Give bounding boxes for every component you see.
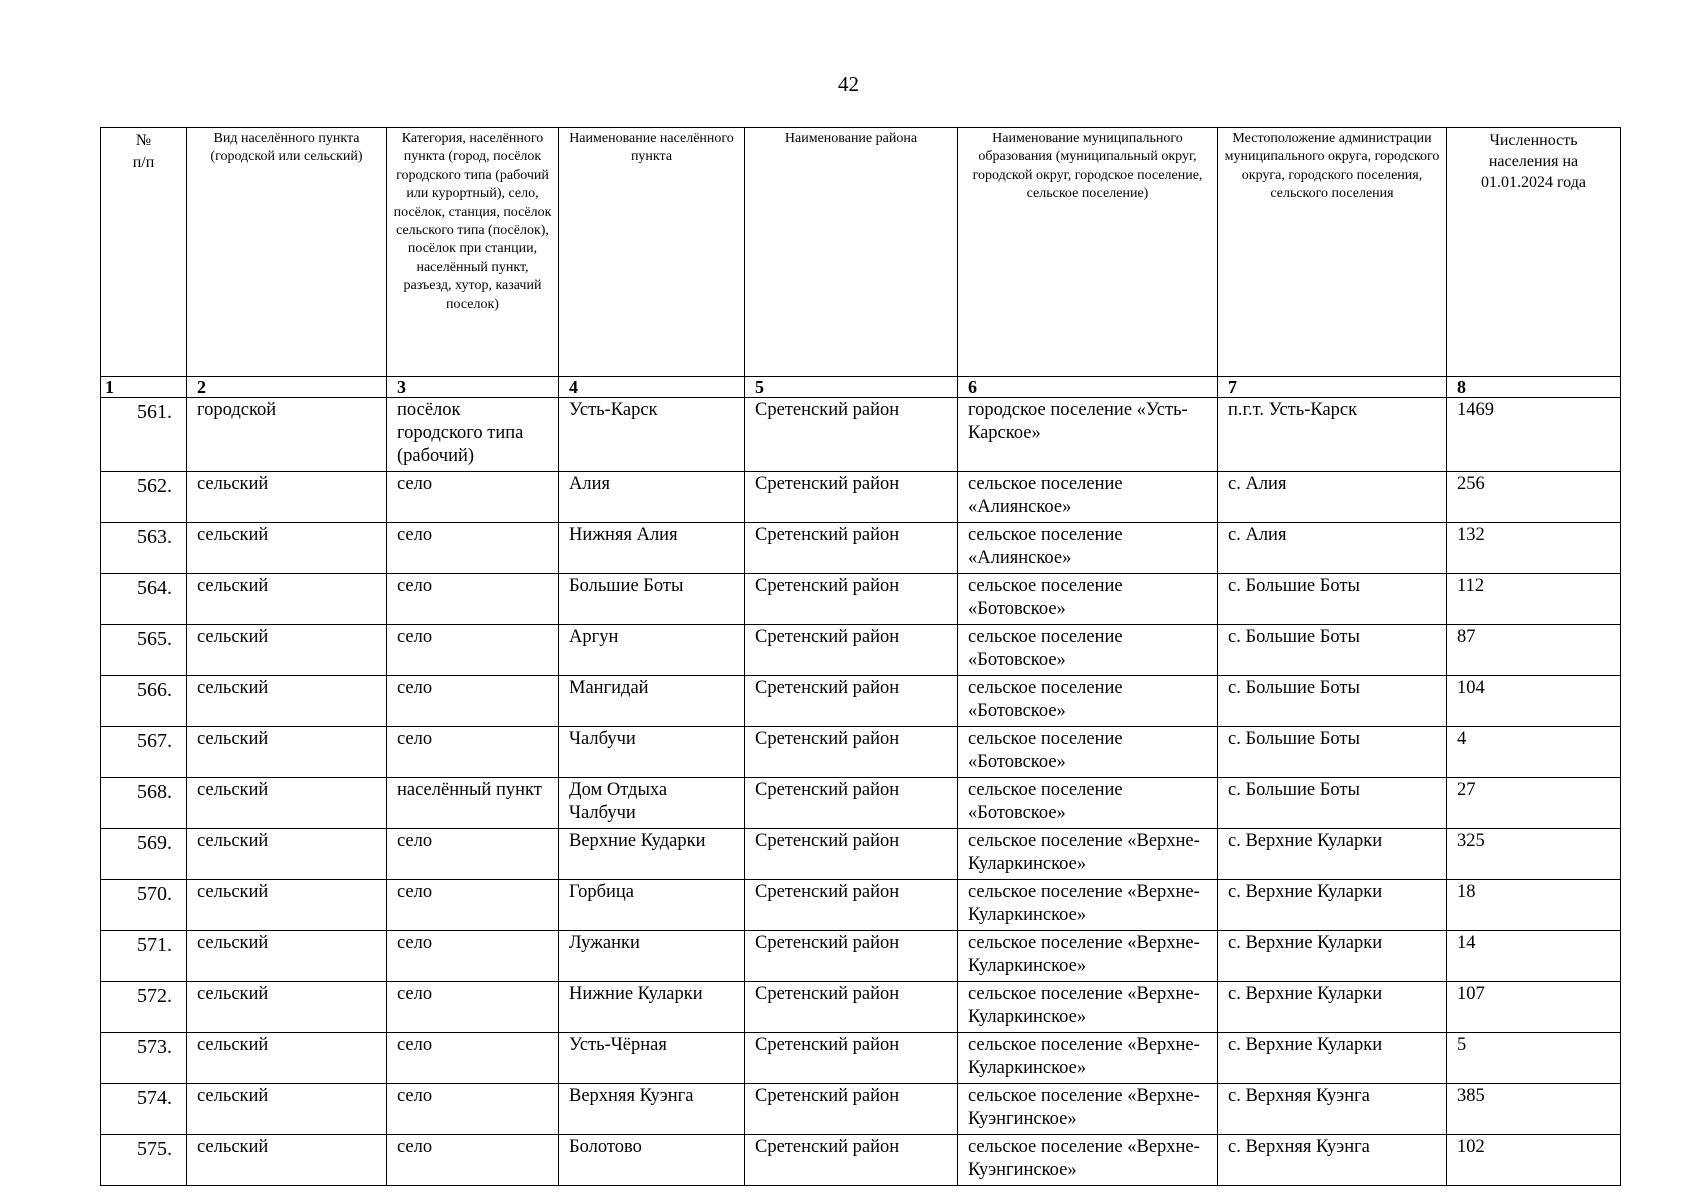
settlement-name: Большие Боты bbox=[559, 574, 745, 625]
settlement-category: село bbox=[387, 676, 559, 727]
row-number: 573. bbox=[101, 1033, 187, 1084]
settlement-type: сельский bbox=[187, 1084, 387, 1135]
settlement-type: сельский bbox=[187, 523, 387, 574]
settlement-category: населённый пункт bbox=[387, 778, 559, 829]
district-name: Сретенский район bbox=[745, 398, 958, 472]
table-row bbox=[101, 398, 1621, 472]
header-cell-5: Наименование района bbox=[745, 128, 958, 377]
row-number: 574. bbox=[101, 1084, 187, 1135]
row-number: 565. bbox=[101, 625, 187, 676]
settlement-type: сельский bbox=[187, 778, 387, 829]
settlement-category: село bbox=[387, 880, 559, 931]
table-row bbox=[101, 982, 1621, 1033]
header-cell-6: Наименование муниципального образования (муниципальный округ, городской округ, городское поселение, сельское поселение) bbox=[958, 128, 1218, 377]
table-row bbox=[101, 472, 1621, 523]
administration-location: с. Верхние Куларки bbox=[1218, 931, 1447, 982]
column-number: 7 bbox=[1218, 377, 1447, 398]
settlement-name: Лужанки bbox=[559, 931, 745, 982]
settlement-name: Нижняя Алия bbox=[559, 523, 745, 574]
settlement-type: сельский bbox=[187, 472, 387, 523]
district-name: Сретенский район bbox=[745, 523, 958, 574]
column-number: 5 bbox=[745, 377, 958, 398]
district-name: Сретенский район bbox=[745, 931, 958, 982]
settlement-category: село bbox=[387, 523, 559, 574]
table-row bbox=[101, 1135, 1621, 1186]
settlement-category: село bbox=[387, 472, 559, 523]
row-number: 567. bbox=[101, 727, 187, 778]
row-number: 561. bbox=[101, 398, 187, 472]
administration-location: с. Алия bbox=[1218, 523, 1447, 574]
header-cell-3: Категория, населённого пункта (город, посёлок городского типа (рабочий или курортный), село, посёлок, станция, посёлок сельского типа (посёлок), посёлок при станции, населённый пункт, разъезд, хутор, казачий поселок) bbox=[387, 128, 559, 377]
settlement-category: село bbox=[387, 1084, 559, 1135]
district-name: Сретенский район bbox=[745, 727, 958, 778]
settlement-type: городской bbox=[187, 398, 387, 472]
settlement-type: сельский bbox=[187, 727, 387, 778]
row-number: 566. bbox=[101, 676, 187, 727]
table-row bbox=[101, 1033, 1621, 1084]
header-cell-8: Численность населения на 01.01.2024 года bbox=[1447, 128, 1621, 377]
population-count: 1469 bbox=[1447, 398, 1621, 472]
municipality-name: сельское поселение «Ботовское» bbox=[958, 727, 1218, 778]
header-cell-4: Наименование населённого пункта bbox=[559, 128, 745, 377]
settlement-name: Болотово bbox=[559, 1135, 745, 1186]
table-row bbox=[101, 931, 1621, 982]
population-count: 256 bbox=[1447, 472, 1621, 523]
settlement-type: сельский bbox=[187, 676, 387, 727]
municipality-name: сельское поселение «Верхне-Куларкинское» bbox=[958, 982, 1218, 1033]
population-count: 87 bbox=[1447, 625, 1621, 676]
settlement-type: сельский bbox=[187, 1135, 387, 1186]
district-name: Сретенский район bbox=[745, 574, 958, 625]
column-number: 6 bbox=[958, 377, 1218, 398]
administration-location: с. Верхняя Куэнга bbox=[1218, 1135, 1447, 1186]
table-row bbox=[101, 880, 1621, 931]
column-number: 1 bbox=[101, 377, 187, 398]
settlement-category: село bbox=[387, 574, 559, 625]
row-number: 572. bbox=[101, 982, 187, 1033]
column-number-row bbox=[101, 377, 1621, 398]
settlement-category: село bbox=[387, 829, 559, 880]
settlement-type: сельский bbox=[187, 625, 387, 676]
municipality-name: сельское поселение «Верхне-Куларкинское» bbox=[958, 880, 1218, 931]
municipality-name: сельское поселение «Алиянское» bbox=[958, 472, 1218, 523]
row-number: 563. bbox=[101, 523, 187, 574]
column-number: 3 bbox=[387, 377, 559, 398]
settlement-category: посёлок городского типа (рабочий) bbox=[387, 398, 559, 472]
row-number: 564. bbox=[101, 574, 187, 625]
municipality-name: сельское поселение «Верхне-Куларкинское» bbox=[958, 829, 1218, 880]
administration-location: с. Верхние Куларки bbox=[1218, 982, 1447, 1033]
population-count: 104 bbox=[1447, 676, 1621, 727]
population-count: 325 bbox=[1447, 829, 1621, 880]
row-number: 571. bbox=[101, 931, 187, 982]
settlement-type: сельский bbox=[187, 829, 387, 880]
settlement-name: Верхняя Куэнга bbox=[559, 1084, 745, 1135]
settlement-type: сельский bbox=[187, 574, 387, 625]
administration-location: с. Верхние Куларки bbox=[1218, 1033, 1447, 1084]
population-count: 112 bbox=[1447, 574, 1621, 625]
settlement-name: Дом Отдыха Чалбучи bbox=[559, 778, 745, 829]
settlement-category: село bbox=[387, 1135, 559, 1186]
page-number: 42 bbox=[838, 72, 859, 96]
header-cell-2: Вид населённого пункта (городской или сельский) bbox=[187, 128, 387, 377]
header-cell-7: Местоположение администрации муниципального округа, городского округа, городского поселения, сельского поселения bbox=[1218, 128, 1447, 377]
header-cell-1 bbox=[101, 128, 187, 377]
administration-location: с. Большие Боты bbox=[1218, 727, 1447, 778]
settlement-name: Усть-Карск bbox=[559, 398, 745, 472]
settlement-category: село bbox=[387, 931, 559, 982]
table-row bbox=[101, 778, 1621, 829]
district-name: Сретенский район bbox=[745, 982, 958, 1033]
administration-location: с. Верхняя Куэнга bbox=[1218, 1084, 1447, 1135]
municipality-name: сельское поселение «Ботовское» bbox=[958, 778, 1218, 829]
district-name: Сретенский район bbox=[745, 1135, 958, 1186]
row-number: 568. bbox=[101, 778, 187, 829]
settlement-name: Горбица bbox=[559, 880, 745, 931]
table-row bbox=[101, 676, 1621, 727]
settlement-type: сельский bbox=[187, 931, 387, 982]
column-number: 4 bbox=[559, 377, 745, 398]
population-count: 132 bbox=[1447, 523, 1621, 574]
settlements-table bbox=[100, 127, 1621, 1186]
municipality-name: сельское поселение «Ботовское» bbox=[958, 625, 1218, 676]
table-row bbox=[101, 574, 1621, 625]
district-name: Сретенский район bbox=[745, 625, 958, 676]
row-number: 570. bbox=[101, 880, 187, 931]
district-name: Сретенский район bbox=[745, 778, 958, 829]
settlement-type: сельский bbox=[187, 982, 387, 1033]
table-row bbox=[101, 727, 1621, 778]
settlement-name: Верхние Кударки bbox=[559, 829, 745, 880]
population-count: 102 bbox=[1447, 1135, 1621, 1186]
administration-location: с. Верхние Куларки bbox=[1218, 880, 1447, 931]
settlement-name: Нижние Куларки bbox=[559, 982, 745, 1033]
district-name: Сретенский район bbox=[745, 829, 958, 880]
settlement-type: сельский bbox=[187, 1033, 387, 1084]
district-name: Сретенский район bbox=[745, 676, 958, 727]
municipality-name: сельское поселение «Верхне-Куэнгинское» bbox=[958, 1135, 1218, 1186]
population-count: 4 bbox=[1447, 727, 1621, 778]
settlement-category: село bbox=[387, 625, 559, 676]
table-row bbox=[101, 523, 1621, 574]
settlement-name: Усть-Чёрная bbox=[559, 1033, 745, 1084]
population-count: 18 bbox=[1447, 880, 1621, 931]
administration-location: п.г.т. Усть-Карск bbox=[1218, 398, 1447, 472]
administration-location: с. Большие Боты bbox=[1218, 625, 1447, 676]
population-count: 107 bbox=[1447, 982, 1621, 1033]
row-number: 569. bbox=[101, 829, 187, 880]
municipality-name: сельское поселение «Ботовское» bbox=[958, 676, 1218, 727]
administration-location: с. Большие Боты bbox=[1218, 778, 1447, 829]
header-text: № п/п bbox=[132, 132, 155, 171]
district-name: Сретенский район bbox=[745, 1033, 958, 1084]
district-name: Сретенский район bbox=[745, 1084, 958, 1135]
table-row bbox=[101, 1084, 1621, 1135]
municipality-name: городское поселение «Усть-Карское» bbox=[958, 398, 1218, 472]
settlement-name: Мангидай bbox=[559, 676, 745, 727]
settlement-name: Алия bbox=[559, 472, 745, 523]
municipality-name: сельское поселение «Алиянское» bbox=[958, 523, 1218, 574]
administration-location: с. Алия bbox=[1218, 472, 1447, 523]
column-number: 8 bbox=[1447, 377, 1621, 398]
settlement-category: село bbox=[387, 982, 559, 1033]
administration-location: с. Большие Боты bbox=[1218, 676, 1447, 727]
table-row bbox=[101, 829, 1621, 880]
row-number: 575. bbox=[101, 1135, 187, 1186]
population-count: 5 bbox=[1447, 1033, 1621, 1084]
row-number: 562. bbox=[101, 472, 187, 523]
municipality-name: сельское поселение «Ботовское» bbox=[958, 574, 1218, 625]
table-row bbox=[101, 625, 1621, 676]
district-name: Сретенский район bbox=[745, 472, 958, 523]
administration-location: с. Верхние Куларки bbox=[1218, 829, 1447, 880]
municipality-name: сельское поселение «Верхне-Куэнгинское» bbox=[958, 1084, 1218, 1135]
header-row bbox=[101, 128, 1621, 377]
population-count: 385 bbox=[1447, 1084, 1621, 1135]
settlement-name: Аргун bbox=[559, 625, 745, 676]
district-name: Сретенский район bbox=[745, 880, 958, 931]
population-count: 27 bbox=[1447, 778, 1621, 829]
population-count: 14 bbox=[1447, 931, 1621, 982]
municipality-name: сельское поселение «Верхне-Куларкинское» bbox=[958, 1033, 1218, 1084]
column-number: 2 bbox=[187, 377, 387, 398]
administration-location: с. Большие Боты bbox=[1218, 574, 1447, 625]
municipality-name: сельское поселение «Верхне-Куларкинское» bbox=[958, 931, 1218, 982]
settlement-category: село bbox=[387, 1033, 559, 1084]
settlement-name: Чалбучи bbox=[559, 727, 745, 778]
settlement-category: село bbox=[387, 727, 559, 778]
settlement-type: сельский bbox=[187, 880, 387, 931]
